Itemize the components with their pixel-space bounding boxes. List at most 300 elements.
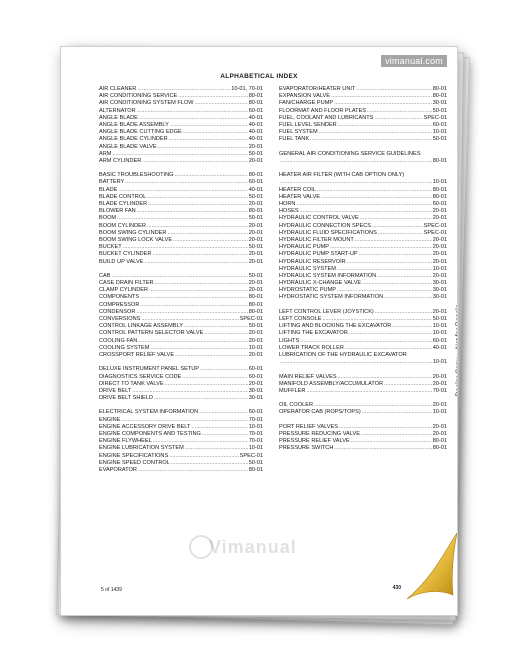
page-title: ALPHABETICAL INDEX	[220, 73, 298, 80]
index-entry-page: 20-01	[248, 222, 263, 229]
index-entry[interactable]	[279, 151, 447, 158]
index-entry-name: DRIVE BELT SHIELD	[99, 395, 153, 402]
dot-leader	[123, 244, 248, 251]
index-gap	[99, 165, 263, 172]
index-entry[interactable]	[279, 244, 447, 251]
index-entry-name: FUEL, COOLANT AND LUBRICANTS	[279, 114, 374, 121]
index-entry-page: 30-01	[432, 294, 447, 301]
index-entry[interactable]	[99, 136, 263, 143]
dot-leader	[125, 179, 247, 186]
index-entry-page: 30-01	[432, 287, 447, 294]
dot-leader	[347, 259, 432, 266]
dot-leader	[359, 251, 432, 258]
dot-leader	[137, 86, 230, 93]
index-entry-page: 80-01	[432, 86, 447, 92]
index-entry[interactable]	[99, 201, 263, 208]
index-entry-name: HYDROSTATIC SYSTEM INFORMATION	[279, 294, 384, 301]
dot-leader	[202, 431, 248, 438]
index-entry-name: ENGINE LUBRICATION SYSTEM	[99, 445, 184, 452]
index-entry[interactable]	[99, 366, 263, 373]
index-entry-name: AIR CONDITIONING SYSTEM FLOW	[99, 100, 194, 107]
dot-leader	[112, 273, 248, 280]
index-entry[interactable]	[99, 460, 263, 467]
index-entry[interactable]	[99, 409, 263, 416]
index-entry-page: 80-01	[248, 308, 263, 315]
dot-leader	[337, 266, 432, 273]
index-entry[interactable]	[279, 402, 447, 409]
index-entry[interactable]	[279, 381, 447, 388]
index-entry[interactable]	[279, 108, 447, 115]
dot-leader	[148, 201, 248, 208]
index-entry-page: 70-01	[248, 431, 263, 437]
index-entry-name: DIAGNOSTICS SERVICE CODE	[99, 373, 182, 380]
index-entry-name: ENGINE	[99, 416, 121, 423]
dot-leader	[171, 460, 248, 467]
dot-leader	[331, 93, 432, 100]
index-entry-page: 50-01	[248, 459, 263, 466]
index-entry[interactable]	[279, 129, 447, 136]
index-entry[interactable]	[279, 259, 447, 266]
index-entry[interactable]	[279, 86, 447, 93]
index-entry-name: CAB	[99, 272, 111, 279]
index-entry-page: 60-01	[432, 337, 447, 344]
index-entry[interactable]	[99, 431, 263, 438]
index-entry-page: 20-01	[432, 373, 447, 380]
index-entry[interactable]	[279, 338, 447, 345]
dot-leader	[175, 352, 248, 359]
dot-leader	[384, 381, 432, 388]
index-entry-page: 50-01	[248, 215, 263, 222]
index-entry-name: HYDRAULIC PUMP START-UP	[279, 251, 358, 258]
index-gap	[279, 165, 447, 172]
dot-leader	[183, 129, 248, 136]
dot-leader	[112, 151, 247, 158]
index-entry-name: GENERAL AIR CONDITIONING SERVICE GUIDELINES	[279, 150, 421, 157]
index-entry[interactable]	[99, 395, 263, 402]
index-entry-page: 20-01	[432, 215, 447, 222]
index-entry[interactable]	[99, 445, 263, 452]
index-entry-name: BLADE CYLINDER	[99, 201, 148, 207]
index-entry-name: HYDRAULIC SYSTEM INFORMATION	[279, 272, 377, 279]
index-entry[interactable]	[279, 215, 447, 222]
dot-leader	[204, 330, 247, 337]
index-entry-name: COMPRESSOR	[99, 301, 140, 308]
index-entry-page: 80-01	[432, 157, 447, 164]
dot-leader	[351, 438, 432, 445]
index-entry[interactable]	[99, 108, 263, 115]
index-entry-name: EVAPORATOR	[99, 466, 137, 473]
index-entry-page: 30-01	[432, 280, 447, 287]
index-entry-name: BLADE CONTROL	[99, 193, 147, 200]
index-entry-page: 20-01	[248, 157, 263, 164]
index-entry[interactable]	[279, 251, 447, 258]
index-entry-name: ENGINE FLYWHEEL	[99, 438, 152, 445]
index-entry[interactable]	[99, 179, 263, 186]
index-entry-page: 50-01	[248, 150, 263, 157]
dot-leader	[169, 136, 248, 143]
index-entry[interactable]	[99, 129, 263, 136]
dot-leader	[118, 187, 247, 194]
index-entry[interactable]	[279, 359, 447, 366]
index-entry-page: 10-01	[248, 344, 263, 351]
index-entry-page: 60-01	[432, 121, 447, 128]
index-entry-page: 70-01	[248, 416, 263, 423]
index-entry-name: BASIC TROUBLESHOOTING	[99, 172, 174, 179]
dot-leader	[375, 309, 432, 316]
dot-leader	[378, 230, 423, 237]
index-entry-name: COOLING FAN	[99, 337, 138, 344]
index-entry-name: CASE DRAIN FILTER	[99, 280, 154, 287]
dot-leader	[321, 194, 432, 201]
index-entry[interactable]	[99, 417, 263, 424]
index-entry[interactable]	[99, 352, 263, 359]
index-entry-page: 60-01	[432, 201, 447, 207]
index-entry-page: 80-01	[248, 294, 263, 301]
index-entry-page: 20-01	[248, 287, 263, 294]
index-entry-page: 20-01	[432, 244, 447, 251]
index-entry[interactable]	[99, 345, 263, 352]
index-entry-name: HYDRAULIC CONNECTION SPECS	[279, 222, 371, 229]
index-entry-name: HOSES	[279, 208, 299, 215]
dot-leader	[140, 294, 248, 301]
index-entry[interactable]	[279, 223, 447, 230]
index-entry-page: 80-01	[432, 445, 447, 452]
index-entry[interactable]	[99, 151, 263, 158]
index-entry[interactable]	[279, 294, 447, 301]
index-entry[interactable]	[279, 187, 447, 194]
page-counter: 5 of 1439	[101, 587, 122, 593]
dot-leader	[178, 93, 247, 100]
index-entry[interactable]	[279, 172, 447, 179]
index-entry-name: MANIFOLD ASSEMBLY/ACCUMULATOR	[279, 380, 384, 387]
index-entry[interactable]	[279, 330, 447, 337]
index-entry[interactable]	[99, 122, 263, 129]
page-curl-icon	[381, 525, 457, 615]
index-entry-name: ANGLE BLADE	[99, 114, 138, 121]
index-entry-name: ANGLE BLADE CUTTING EDGE	[99, 129, 182, 136]
index-entry-name: DRIVE BELT	[99, 387, 132, 394]
index-entry[interactable]	[279, 287, 447, 294]
index-entry-page: 30-01	[248, 395, 263, 402]
index-entry-name: DELUXE INSTRUMENT PANEL SETUP	[99, 366, 199, 373]
dot-leader	[296, 201, 431, 208]
index-entry[interactable]	[99, 187, 263, 194]
dot-leader	[167, 230, 247, 237]
dot-leader	[150, 345, 247, 352]
index-entry-page: 10-01	[432, 330, 447, 337]
dot-leader	[360, 215, 432, 222]
index-entry[interactable]	[99, 259, 263, 266]
index-entry-page: 20-01	[248, 251, 263, 258]
index-entry[interactable]	[99, 208, 263, 215]
index-entry-page: 20-01	[432, 380, 447, 387]
index-entry-name: HYDRAULIC FILTER MOUNT	[279, 236, 354, 243]
index-entry-page: 80-01	[248, 466, 263, 473]
index-entry-name: BOOM CYLINDER	[99, 222, 146, 229]
dot-leader	[138, 338, 247, 345]
index-entry[interactable]	[99, 273, 263, 280]
index-entry-page: 20-01	[432, 236, 447, 243]
index-entry-name: LEFT CONSOLE	[279, 316, 322, 322]
index-entry-page: 20-01	[248, 330, 263, 337]
index-entry-page: 20-01	[248, 201, 263, 207]
dot-leader	[392, 323, 431, 330]
index-entry-page: 80-01	[432, 438, 447, 445]
index-entry[interactable]	[99, 244, 263, 251]
index-entry[interactable]	[99, 223, 263, 230]
index-entry-page: 20-01	[248, 280, 263, 287]
index-entry[interactable]	[279, 158, 447, 165]
index-entry[interactable]	[279, 266, 447, 273]
index-entry-page: 20-01	[248, 337, 263, 344]
dot-leader	[280, 359, 432, 366]
dot-leader	[300, 338, 431, 345]
index-gap	[279, 144, 447, 151]
index-entry[interactable]	[279, 431, 447, 438]
index-entry[interactable]	[99, 424, 263, 431]
index-entry-page: 20-01	[432, 272, 447, 279]
index-entry[interactable]	[279, 352, 447, 359]
index-entry-name: LIGHTS	[279, 337, 300, 344]
dot-leader	[175, 172, 248, 179]
index-entry[interactable]	[99, 316, 263, 323]
index-entry-name: HEATER AIR FILTER (WITH CAB OPTION ONLY)	[279, 172, 405, 179]
index-entry[interactable]	[279, 237, 447, 244]
index-entry-page: 60-01	[248, 179, 263, 186]
dot-leader	[300, 208, 432, 215]
index-entry-page: 10-01	[432, 359, 447, 366]
index-entry-name: BLADE	[99, 186, 118, 193]
index-entry-page: 20-01	[248, 380, 263, 387]
index-entry-page: 50-01	[248, 323, 263, 330]
index-entry-name: BOOM	[99, 215, 117, 222]
index-entry[interactable]	[99, 302, 263, 309]
index-entry[interactable]	[279, 424, 447, 431]
dot-leader	[355, 237, 432, 244]
index-entry-page: 50-01	[432, 136, 447, 143]
dot-leader	[147, 194, 247, 201]
dot-leader	[372, 223, 423, 230]
index-entry-name: LIFTING AND BLOCKING THE EXCAVATOR	[279, 323, 392, 330]
index-entry[interactable]	[99, 323, 263, 330]
index-entry-name: HYDRAULIC CONTROL VALVE	[279, 215, 359, 222]
index-entry-page: 20-01	[248, 236, 263, 243]
dot-leader	[362, 280, 432, 287]
index-entry-name: AIR CLEANER	[99, 86, 137, 92]
index-entry-name: MUFFLER	[279, 387, 306, 394]
index-gap	[279, 395, 447, 402]
dot-leader	[153, 438, 248, 445]
index-entry[interactable]	[99, 374, 263, 381]
dot-leader	[194, 100, 247, 107]
dot-leader	[147, 223, 248, 230]
index-entry[interactable]	[99, 330, 263, 337]
index-entry[interactable]	[99, 438, 263, 445]
index-entry[interactable]	[99, 388, 263, 395]
index-entry-page: 40-01	[248, 136, 263, 143]
dot-leader	[306, 388, 431, 395]
index-entry[interactable]	[99, 287, 263, 294]
index-entry-name: BUCKET CYLINDER	[99, 251, 152, 258]
dot-leader	[137, 208, 248, 215]
index-entry-page: 20-01	[432, 208, 447, 215]
index-entry-name: ANGLE BLADE ASSEMBLY	[99, 121, 169, 128]
index-entry-name: LIFTING THE EXCAVATOR	[279, 330, 348, 337]
index-entry-page: 10-01	[432, 129, 447, 136]
index-entry-page: 80-01	[248, 301, 263, 308]
index-entry[interactable]	[99, 280, 263, 287]
index-entry[interactable]	[99, 251, 263, 258]
index-entry-page: 80-01	[248, 93, 263, 100]
index-entry[interactable]	[99, 309, 263, 316]
dot-leader	[310, 136, 432, 143]
index-entry[interactable]	[99, 230, 263, 237]
index-entry[interactable]	[99, 86, 263, 93]
index-entry-name: ARM CYLINDER	[99, 157, 142, 164]
index-entry-page: 80-01	[432, 93, 447, 100]
index-entry-name: BOOM SWING LOCK VALVE	[99, 236, 173, 243]
index-entry-name: LOWER TRACK ROLLER	[279, 344, 344, 351]
index-entry[interactable]	[99, 467, 263, 474]
dot-leader	[137, 108, 248, 115]
dot-leader	[314, 402, 432, 409]
index-entry[interactable]	[99, 144, 263, 151]
dot-leader	[170, 122, 248, 129]
index-entry[interactable]	[279, 230, 447, 237]
index-entry-name: BUILD UP VALVE	[99, 258, 144, 265]
dot-leader	[136, 309, 247, 316]
index-entry[interactable]	[279, 136, 447, 143]
index-entry[interactable]	[99, 215, 263, 222]
index-entry-name: ENGINE SPEED CONTROL	[99, 459, 170, 466]
index-entry-name: FUEL TANK	[279, 136, 310, 143]
index-entry[interactable]	[99, 453, 263, 460]
index-entry[interactable]	[279, 194, 447, 201]
index-entry-page: 20-01	[432, 431, 447, 437]
index-entry[interactable]	[99, 338, 263, 345]
index-entry-name: ALTERNATOR	[99, 107, 136, 114]
index-entry[interactable]	[279, 201, 447, 208]
index-entry[interactable]	[279, 179, 447, 186]
index-entry[interactable]	[279, 100, 447, 107]
index-entry-page: 70-01	[432, 387, 447, 394]
dot-leader	[142, 158, 247, 165]
index-entry-name: PRESSURE REDUCING VALVE	[279, 431, 360, 437]
dot-leader	[173, 237, 248, 244]
index-entry-name: DIRECT TO TANK VALVE	[99, 380, 164, 387]
dot-leader	[182, 374, 247, 381]
index-entry-name: HYDRAULIC PUMP	[279, 244, 330, 251]
index-entry[interactable]	[279, 374, 447, 381]
dot-leader	[374, 115, 422, 122]
dot-leader	[362, 409, 432, 416]
dot-leader	[184, 323, 248, 330]
dot-leader	[149, 287, 248, 294]
index-entry[interactable]	[99, 115, 263, 122]
index-page	[60, 46, 458, 616]
index-entry-name: CONDENSOR	[99, 308, 136, 315]
index-entry-page: SPEC-01	[423, 222, 447, 229]
index-entry[interactable]	[279, 445, 447, 452]
index-entry-name: BATTERY	[99, 179, 125, 186]
index-entry-name: HYDRAULIC FLUID SPECIFICATIONS	[279, 229, 377, 236]
index-entry[interactable]	[99, 194, 263, 201]
index-entry-name: FUEL LEVEL SENDER	[279, 121, 337, 128]
dot-leader	[154, 395, 248, 402]
index-entry[interactable]	[279, 309, 447, 316]
index-entry-page: SPEC-01	[423, 229, 447, 236]
index-entry-name: BLOWER FAN	[99, 208, 136, 215]
index-entry[interactable]	[279, 409, 447, 416]
index-entry[interactable]	[279, 388, 447, 395]
index-entry-page: 20-01	[248, 229, 263, 236]
index-entry-page: 80-01	[248, 172, 263, 179]
index-entry[interactable]	[99, 294, 263, 301]
index-entry[interactable]	[99, 100, 263, 107]
index-gap	[279, 417, 447, 424]
index-entry-page: 20-01	[432, 258, 447, 265]
index-entry[interactable]	[279, 115, 447, 122]
index-entry-page: 30-01	[432, 100, 447, 107]
index-left-column	[99, 86, 263, 474]
dot-leader	[280, 158, 432, 165]
index-entry[interactable]	[99, 381, 263, 388]
index-entry-page: 80-01	[432, 193, 447, 200]
dot-leader	[317, 187, 432, 194]
index-entry-name: ANGLE BLADE CYLINDER	[99, 136, 168, 143]
index-entry[interactable]	[279, 345, 447, 352]
index-entry-name: LUBRICATION OF THE HYDRAULIC EXCAVATOR	[279, 351, 407, 358]
index-entry-name: FUEL SYSTEM	[279, 129, 318, 136]
index-entry[interactable]	[279, 280, 447, 287]
dot-leader	[338, 374, 432, 381]
index-entry-page: SPEC-01	[239, 452, 263, 459]
index-entry-name: HYDRAULIC RESERVOIR	[279, 258, 346, 265]
index-entry-page: 20-01	[432, 402, 447, 409]
index-entry[interactable]	[99, 237, 263, 244]
index-entry[interactable]	[279, 208, 447, 215]
dot-leader	[152, 251, 247, 258]
index-entry[interactable]	[99, 93, 263, 100]
dot-leader	[361, 431, 432, 438]
dot-leader	[339, 424, 432, 431]
index-entry-name: AIR CONDITIONING SERVICE	[99, 93, 178, 100]
index-entry[interactable]	[99, 172, 263, 179]
index-entry[interactable]	[279, 93, 447, 100]
index-entry-page: 70-01	[248, 438, 263, 445]
dot-leader	[155, 280, 248, 287]
index-gap	[279, 366, 447, 373]
dot-leader	[334, 445, 431, 452]
index-entry-name: LEFT CONTROL LEVER (JOYSTICK)	[279, 308, 374, 315]
index-entry-name: HYDRAULIC SYSTEM	[279, 265, 336, 272]
index-entry-name: FLOORMAT AND FLOOR PLATES	[279, 107, 367, 114]
index-entry-page: 10-01, 70-01	[231, 86, 263, 92]
dot-leader	[191, 424, 247, 431]
index-entry-page: 20-01	[432, 308, 447, 315]
index-entry[interactable]	[279, 316, 447, 323]
index-entry-name: BOOM SWING CYLINDER	[99, 229, 167, 236]
index-entry[interactable]	[99, 158, 263, 165]
index-entry[interactable]	[279, 323, 447, 330]
index-entry[interactable]	[279, 273, 447, 280]
dot-leader	[169, 453, 238, 460]
index-entry[interactable]	[279, 438, 447, 445]
dealer-copy-note: Dealer Copy -- Not for Resale	[455, 304, 458, 397]
index-entry[interactable]	[279, 122, 447, 129]
dot-leader	[345, 345, 432, 352]
index-entry-page: 20-01	[248, 258, 263, 265]
